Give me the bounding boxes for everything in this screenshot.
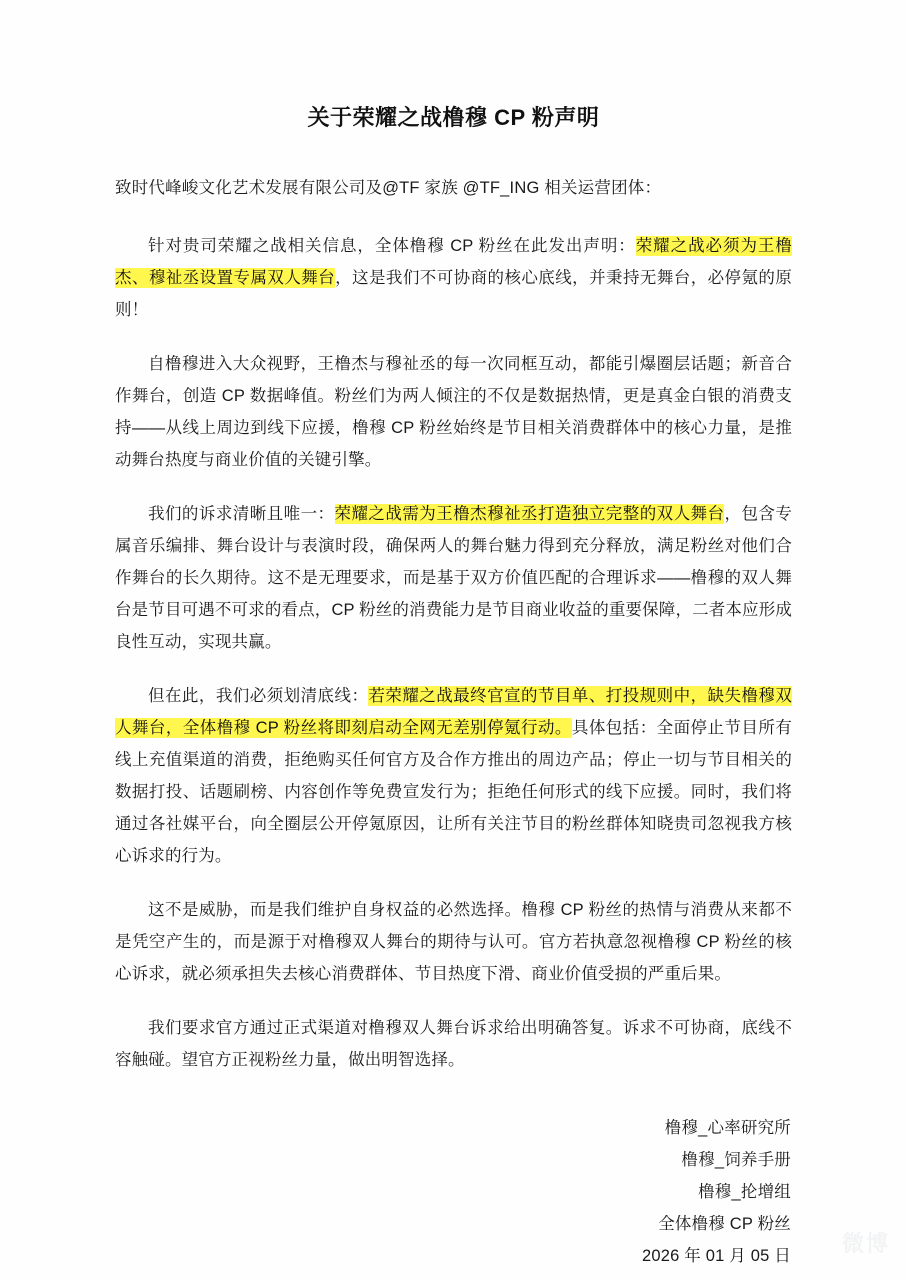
body-text: 自橹穆进入大众视野，王橹杰与穆祉丞的每一次同框互动，都能引爆圈层话题；新音合作舞台，创造 CP 数据峰值。粉丝们为两人倾注的不仅是数据热情，更是真金白银的消费支持——从线上周边到线下应援，橹穆 CP 粉丝始终是节目相关消费群体中的核心力量，是推动舞台热度与商业价值的关键引擎。 [115, 354, 792, 469]
paragraph-sole-request [115, 476, 792, 658]
recipient-line: 致时代峰峻文化艺术发展有限公司及@TF 家族 @TF_ING 相关运营团体： [115, 178, 662, 197]
highlighted-text: 荣耀之战需为王橹杰穆祉丞打造独立完整的双人舞台 [334, 504, 725, 523]
paragraph-formal-reply [115, 990, 792, 1076]
body-text: 我们的诉求清晰且唯一： [148, 504, 335, 523]
document-content [115, 0, 792, 1273]
highlighted-text: 若荣耀之战最终官宣的节目单、打投规则中，缺失橹穆双人舞台，全体橹穆 CP 粉丝将即刻启动全网无差别停氪行动。 [115, 686, 792, 737]
body-text: 但在此，我们必须划清底线： [148, 686, 369, 705]
page-title: 关于荣耀之战橹穆 CP 粉声明 [307, 105, 600, 130]
signatory-line: 橹穆_饲养手册 [681, 1150, 791, 1169]
body-text: 我们要求官方通过正式渠道对橹穆双人舞台诉求给出明确答复。诉求不可协商，底线不容触碰。望官方正视粉丝力量，做出明智选择。 [115, 1018, 792, 1069]
paragraph-bottom-line [115, 658, 792, 872]
body-text: ，包含专属音乐编排、舞台设计与表演时段，确保两人的舞台魅力得到充分释放，满足粉丝对他们合作舞台的长久期待。这不是无理要求，而是基于双方价值匹配的合理诉求——橹穆的双人舞台是节目可遇不可求的看点，CP 粉丝的消费能力是节目商业收益的重要保障，二者本应形成良性互动，实现共赢。 [115, 504, 793, 651]
highlighted-text: 荣耀之战必须为王橹杰、穆祉丞设置专属双人舞台 [115, 236, 792, 287]
paragraph-demand-statement [115, 203, 792, 326]
paragraph-background [115, 326, 792, 476]
body-text: 针对贵司荣耀之战相关信息，全体橹穆 CP 粉丝在此发出声明： [148, 236, 636, 255]
signature-block [115, 1076, 792, 1273]
watermark: 微博 [841, 1231, 890, 1256]
body-text: 这不是威胁，而是我们维护自身权益的必然选择。橹穆 CP 粉丝的热情与消费从来都不是凭空产生的，而是源于对橹穆双人舞台的期待与认可。官方若执意忽视橹穆 CP 粉丝的核心诉求，就必须承担失去核心消费群体、节目热度下滑、商业价值受损的严重后果。 [115, 900, 792, 983]
body-text: 具体包括：全面停止节目所有线上充值渠道的消费，拒绝购买任何官方及合作方推出的周边产品；停止一切与节目相关的数据打投、话题刷榜、内容创作等免费宣发行为；拒绝任何形式的线下应援。同时，我们将通过各社媒平台，向全圈层公开停氪原因，让所有关注节目的粉丝群体知晓贵司忽视我方核心诉求的行为。 [115, 718, 792, 865]
signatory-line: 橹穆_抡增组 [698, 1183, 791, 1202]
signature-date: 2026 年 01 月 05 日 [641, 1247, 791, 1266]
signatory-line: 全体橹穆 CP 粉丝 [658, 1215, 791, 1234]
signatory-line: 橹穆_心率研究所 [664, 1118, 791, 1137]
body-text: ，这是我们不可协商的核心底线，并秉持无舞台，必停氪的原则！ [115, 268, 792, 319]
paragraph-not-a-threat [115, 872, 792, 990]
